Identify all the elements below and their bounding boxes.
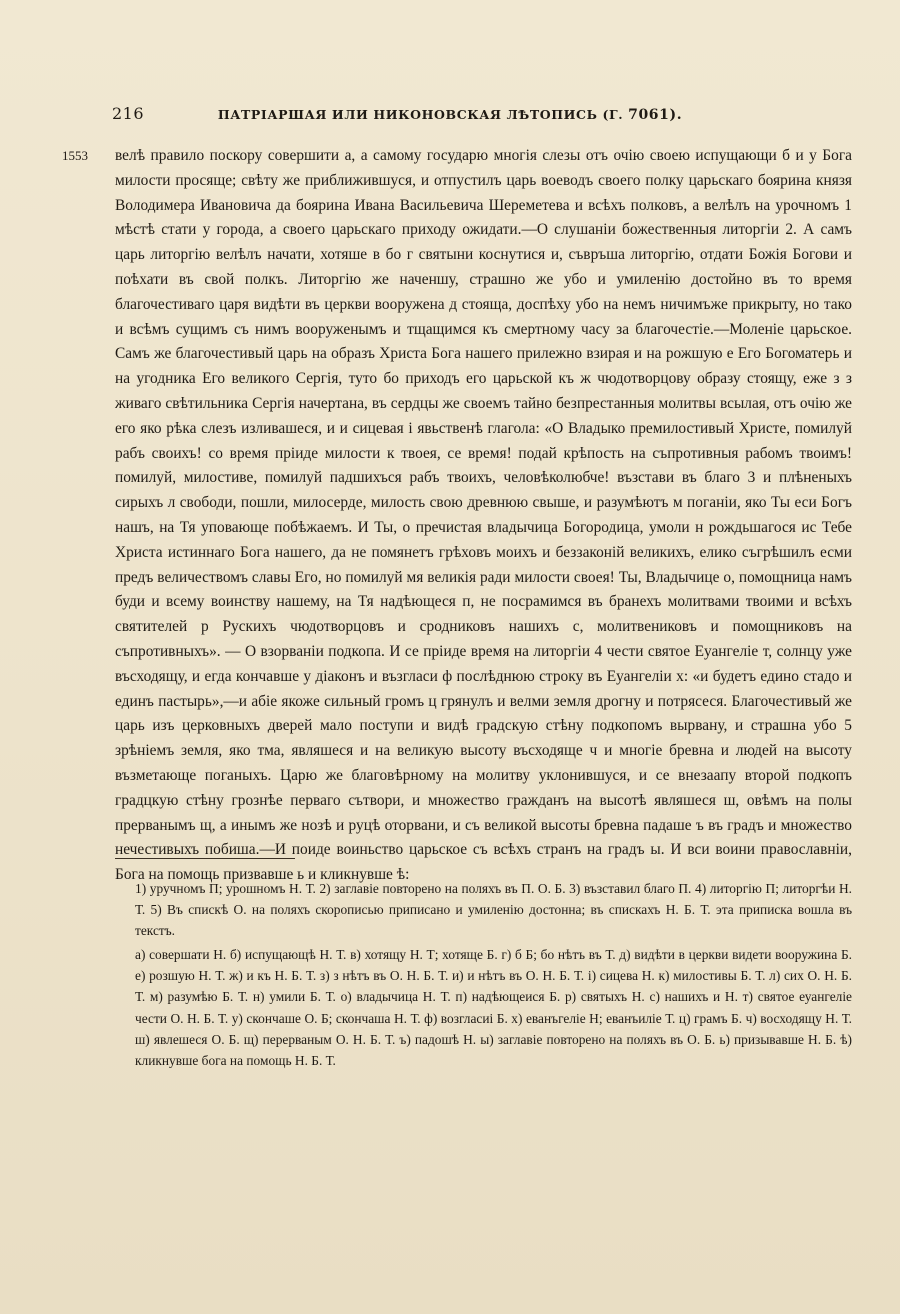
running-title-text: ПАТРІАРШАЯ ИЛИ НИКОНОВСКАЯ ЛѢТОПИСЬ (Г. — [217, 107, 629, 122]
footnotes-numeric-text: 1) уручномъ П; урошномъ Н. Т. 2) заглавіе повторено на поляхъ въ П. О. Б. 3) възставил благо П. 4) литоргію П; литоргѣи Н. Т. 5) Въ спискѣ О. на поляхъ скорописью приписано и умиленію достонна; въ спискахъ Н. Б. Т. эта приписка вошла въ текстъ. — [135, 881, 852, 939]
body-paragraph: велѣ правило поскору совершити а, а самому государю многія слезы отъ очію своею испущающи б и у Бога милости просяще; свѣту же приближившуся, и отпустилъ царь воеводъ своего полку царьскаго боярина князя Володимера Ивановича да боярина Ивана Васильевича Шереметева и всѣхъ полковъ, а велѣлъ на урочномъ 1 мѣстѣ стати у города, а своего царьскаго приходу ожидати.—О слушаніи божественныя литоргіи 2. А самъ царь литоргію велѣлъ начати, хотяше в бо г святыни коснутися и, съвръша литоргію, отдати Божія Богови и поѣхати въ свой полкъ. Литоргію же наченшу, страшно же убо и умиленію достойно въ то время благочестиваго царя видѣти въ церкви вооружена д стояща, доспѣху убо на немъ ничимъже прикрыту, но тако и всѣмъ сущимъ съ нимъ вооруженымъ и тщащимся къ смертному часу за благочестіе.—Моленіе царьское. Самъ же благочестивый царь на образъ Христа Бога нашего прилежно взирая и на рожшую е Его Богоматерь и на угодника Его великого Сергія, туто бо приходъ его царьской къ ж чюдотворцову образу стоящу, еже з з живаго свѣтильника Сергія начертана, въ сердцы же своемъ тайно безпрестанныя молитвы всылая, отъ очію же его яко рѣка слезъ изливашеся, и и сицевая і явьственѣ глагола: «О Владыко премилостивый Христе, помилуй рабъ своихъ! со время пріиде милости к твоея, се время! подай крѣпость на съпротивныя рабомъ твоимъ! помилуй, милостиве, помилуй падшихъся рабъ твоихъ, человѣколюбче! възстави въ благо 3 и плѣненыхъ сирыхъ л свободи, пошли, милосерде, милость свою древнюю свыше, и разумѣютъ м поганіи, яко Ты еси Богъ нашъ, на Тя уповающе побѣжаемъ. И Ты, о пречистая владычица Богородица, умоли н рождьшагося ис Тебе Христа истиннаго Бога нашего, да не помянетъ грѣховъ моихъ и беззаконій великихъ, елико съгрѣшилъ есми предъ величествомъ славы Его, но помилуй мя великія ради милости своея! Ты, Владычице о, помощница намъ буди и всему воинству нашему, на Тя надѣющеся п, не посрамимся въ бранехъ молитвами твоими и всѣхъ святителей р Рускихъ чюдотворцовъ и сродниковъ нашихъ с, молитвениковъ и помощниковъ на съпротивныхъ». — О взорваніи подкопа. И се пріиде время на литоргіи 4 чести святое Еуангеліе т, солнцу уже въсходящу, и егда кончавше у діаконъ и възгласи ф послѣднюю строку въ Еуангеліи х: «и будетъ едино стадо и единъ пастырь»,—и абіе якоже сильный громъ ц грянулъ и велми земля дрогну и потрясеся. Благочестивый же царь изъ церковныхъ дверей мало поступи и видѣ градскую стѣну подкопомъ вырвану, и страшна убо 5 зрѣніемъ земля, яко тма, являшеся и на великую высоту въсходяще ч и многіе бревна и людей на высоту възметающе поганыхъ. Царю же благовѣрному на молитву уклонившуся, и се внезаапу второй подкопъ градцкую стѣну грознѣе перваго сътвори, и множество гражданъ на высотѣ являшеся ш, овѣмъ на полы прерванымъ щ, а инымъ же нозѣ и руцѣ оторвани, и съ великой высоты бревна падаше ъ въ градъ и множество нечестивыхъ побиша.—И поиде воиньство царьское съ всѣхъ странъ на градъ ы. И вси воини православніи, Бога на помощь призвавше ь и кликнувше ѣ: — [115, 147, 852, 884]
main-text — [115, 144, 852, 888]
footnotes-letters — [135, 944, 852, 1071]
running-title-year: 7061). — [628, 107, 683, 123]
running-title — [62, 107, 838, 123]
footnotes-letters-text: а) совершати Н. б) испущающѣ Н. Т. в) хотящу Н. Т; хотяще Б. г) б Б; бо нѣтъ въ Т. д) видѣти в церкви видети вооружина Б. е) розшую Н. Т. ж) и къ Н. Б. Т. з) з нѣтъ въ О. Н. Б. Т. и) и нѣтъ въ О. Н. Б. Т. і) сицева Н. к) милостивы Б. Т. л) сих О. Н. Б. Т. м) разумѣю Б. Т. н) умили Б. Т. о) владычица Н. Т. п) надѣющеися Б. р) святыхъ Н. с) нашихъ и Н. т) святое еуангеліе чести О. Н. Б. Т. у) скончаше О. Б; скончаша Н. Т. ф) возгласиі Б. х) еванъгеліе Н; еванъиліе Т. ц) грамъ Б. ч) восходящу Н. Т. ш) явлешеся О. Б. щ) перерваным О. Н. Б. Т. ъ) падошѣ Н. ы) заглавіе повторено на поляхъ въ О. Б. ь) призывавше Н. Б. ѣ) кликнувше бога на помощь Н. Б. Т. — [135, 947, 852, 1069]
page-number: 216 — [112, 104, 145, 123]
margin-year: 1553 — [62, 148, 88, 163]
footnotes-numeric — [135, 878, 852, 942]
footnote-divider — [115, 858, 295, 859]
page-header — [62, 104, 838, 128]
